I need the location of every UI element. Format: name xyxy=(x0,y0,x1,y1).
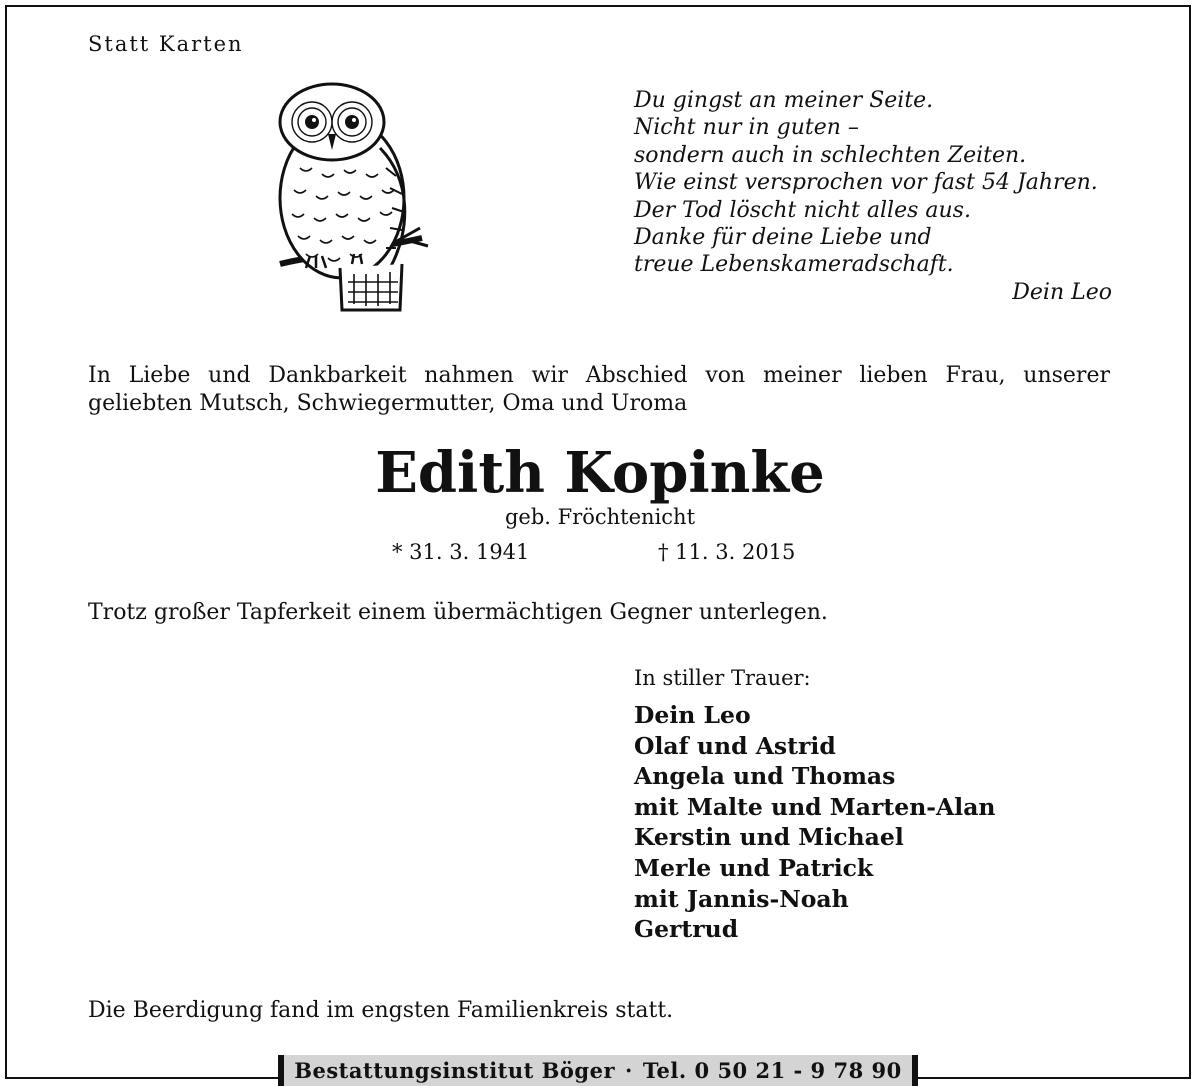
mourner: mit Malte und Marten-Alan xyxy=(634,792,996,821)
intro-line-2: geliebten Mutsch, Schwiegermutter, Oma und Uroma xyxy=(88,391,688,416)
poem-line: treue Lebenskameradschaft. xyxy=(634,252,954,278)
intro-text xyxy=(88,362,1110,418)
mourner: Gertrud xyxy=(634,915,739,944)
funeral-home-name: Bestattungsinstitut Böger xyxy=(294,1058,616,1083)
poem-line: Du gingst an meiner Seite. xyxy=(634,88,934,113)
birth-name: geb. Fröchtenicht xyxy=(504,505,696,529)
mourner: Merle und Patrick xyxy=(634,853,874,882)
poem-line: Der Tod löscht nicht alles aus. xyxy=(634,197,971,223)
bravery-text: Trotz großer Tapferkeit einem übermächtigen Gegner unterlegen. xyxy=(88,600,828,625)
mourner: Dein Leo xyxy=(634,701,751,729)
footer-separator: · xyxy=(625,1058,633,1083)
poem-line: Danke für deine Liebe und xyxy=(634,225,932,251)
deceased-name: Edith Kopinke xyxy=(375,440,825,506)
poem-signature: Dein Leo xyxy=(1012,279,1112,305)
poem xyxy=(634,87,1114,306)
poem-line: Nicht nur in guten – xyxy=(634,115,859,141)
owl-icon xyxy=(270,78,430,318)
mourners-list xyxy=(634,700,996,945)
statt-karten-label: Statt Karten xyxy=(88,32,244,56)
mourning-label: In stiller Trauer: xyxy=(634,666,811,690)
funeral-home-phone: Tel. 0 50 21 - 9 78 90 xyxy=(642,1058,902,1083)
poem-line: Wie einst versprochen vor fast 54 Jahren. xyxy=(634,170,1098,196)
poem-line: sondern auch in schlechten Zeiten. xyxy=(634,142,1027,168)
mourner: Olaf und Astrid xyxy=(634,731,836,760)
funeral-text: Die Beerdigung fand im engsten Familienkreis statt. xyxy=(88,998,674,1023)
mourner: mit Jannis-Noah xyxy=(634,884,849,913)
birth-date: * 31. 3. 1941 xyxy=(392,540,530,564)
funeral-home-footer xyxy=(278,1055,918,1086)
mourner: Kerstin und Michael xyxy=(634,823,904,852)
mourner: Angela und Thomas xyxy=(634,762,896,791)
intro-line-1: In Liebe und Dankbarkeit nahmen wir Abschied von meiner lieben Frau, unserer xyxy=(88,363,1110,388)
death-date: † 11. 3. 2015 xyxy=(658,540,796,564)
